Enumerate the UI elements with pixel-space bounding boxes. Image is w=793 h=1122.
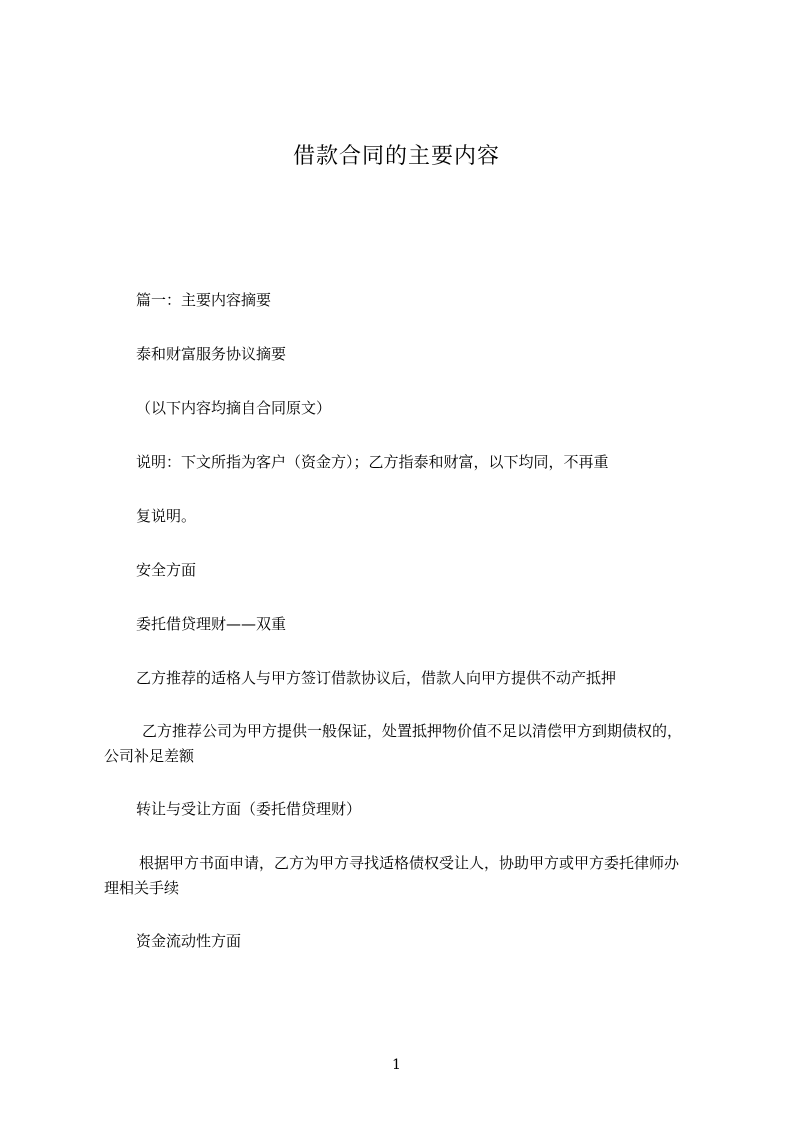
paragraph-explanation-continued	[104, 502, 704, 531]
paragraph-guarantee-continued	[104, 742, 704, 771]
paragraph-text: 资金流动性方面	[136, 932, 242, 950]
paragraph-text: 理相关手续	[104, 879, 180, 897]
paragraph-text: 乙方推荐的适格人与甲方签订借款协议后，借款人向甲方提供不动产抵押	[136, 669, 617, 687]
paragraph-text: 公司补足差额	[104, 747, 195, 765]
paragraph-text: 安全方面	[136, 561, 197, 579]
document-title: 借款合同的主要内容	[292, 144, 500, 169]
paragraph-agreement-title	[104, 340, 704, 369]
paragraph-text: 乙方推荐公司为甲方提供一般保证，处置抵押物价值不足以清偿甲方到期债权的，	[142, 722, 683, 740]
paragraph-mortgage	[104, 664, 704, 693]
paragraph-liquidity-heading	[104, 927, 704, 956]
paragraph-transfer-heading	[104, 795, 704, 824]
paragraph-section-heading	[104, 286, 704, 315]
page-number: 1	[392, 1057, 401, 1073]
paragraph-source-note	[104, 394, 704, 423]
paragraph-text: 根据甲方书面申请，乙方为甲方寻找适格债权受让人，协助甲方或甲方委托律师办	[139, 854, 680, 872]
paragraph-text: 说明：下文所指为客户（资金方）；乙方指泰和财富，以下均同，不再重	[136, 453, 609, 471]
paragraph-entrusted-lending	[104, 610, 704, 639]
paragraph-explanation	[104, 448, 704, 477]
paragraph-transfer-continued	[104, 874, 704, 903]
paragraph-text: 篇一：主要内容摘要	[136, 291, 272, 309]
paragraph-text: 复说明。	[136, 507, 197, 525]
paragraph-text: 泰和财富服务协议摘要	[136, 345, 287, 363]
paragraph-text: 转让与受让方面（委托借贷理财）	[136, 800, 362, 818]
paragraph-text: （以下内容均摘自合同原文）	[136, 399, 332, 417]
paragraph-text: 委托借贷理财——双重	[136, 615, 287, 633]
paragraph-safety-heading	[104, 556, 704, 585]
